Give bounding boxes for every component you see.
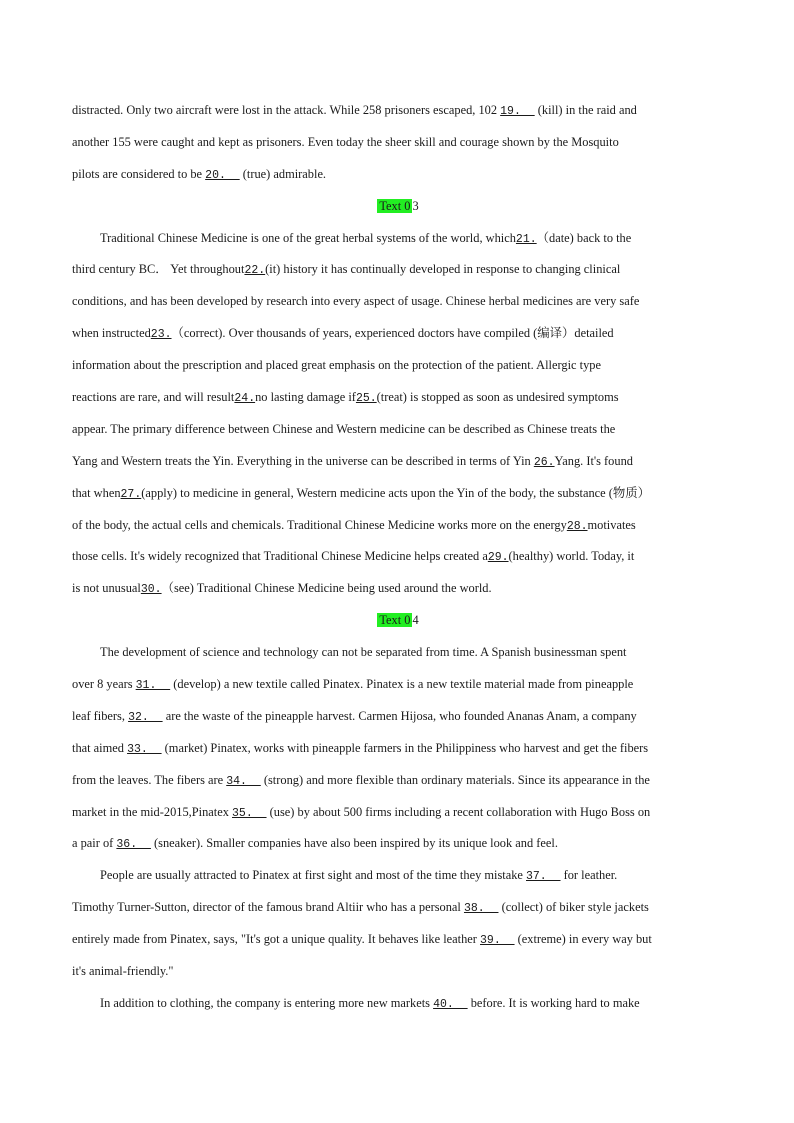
blank-number: 37. [526, 870, 561, 884]
text-line [72, 446, 724, 478]
text-line [72, 286, 724, 318]
text-run: third century BC． Yet throughout [72, 262, 245, 277]
text-line [72, 892, 724, 924]
text-run: 3 [412, 198, 419, 213]
text-run: （correct). Over thousands of years, experienced doctors have compiled (编译）detailed [171, 326, 614, 341]
text-run: information about the prescription and placed great emphasis on the protection of the patient. Allergic type [72, 358, 601, 373]
text-line [72, 478, 724, 510]
text-line [72, 797, 724, 829]
text-run: motivates [587, 517, 636, 532]
blank-number: 27. [120, 487, 142, 501]
text-line [72, 318, 724, 350]
text-run: those cells. It's widely recognized that Traditional Chinese Medicine helps created a [72, 549, 488, 564]
text-line [72, 541, 724, 573]
text-run: (use) by about 500 firms including a recent collaboration with Hugo Boss on [266, 804, 651, 819]
text-run: (kill) in the raid and [534, 103, 637, 117]
text-run: for leather. [560, 868, 618, 883]
text-line [72, 924, 724, 956]
text-line [72, 765, 724, 797]
text-line [72, 701, 724, 733]
text-run: (apply) to medicine in general, Western medicine acts upon the Yin of the body, the substance (物质） [141, 485, 651, 500]
text-line [72, 127, 724, 159]
text-line [72, 159, 724, 191]
blank-number: 32. [128, 710, 163, 724]
text-run: （date) back to the [536, 230, 632, 245]
text-run: no lasting damage if [255, 390, 356, 405]
text-run: People are usually attracted to Pinatex at first sight and most of the time they mistake [100, 868, 526, 883]
highlighted-label: Text 0 [379, 198, 411, 213]
blank-number: 28. [566, 519, 588, 533]
text-line [72, 254, 724, 286]
blank-number: 29. [487, 551, 509, 565]
text-run: of the body, the actual cells and chemicals. Traditional Chinese Medicine works more on the energy [72, 517, 567, 532]
blank-number: 33. [127, 742, 162, 756]
text-line [72, 860, 724, 892]
text-run: (market) Pinatex, works with pineapple farmers in the Philippiness who harvest and get the fibers [161, 740, 649, 755]
text-run: (true) admirable. [239, 166, 327, 181]
text-run: leaf fibers, [72, 708, 129, 723]
text-run: reactions are rare, and will result [72, 390, 235, 405]
text-run: (strong) and more flexible than ordinary materials. Since its appearance in the [260, 772, 650, 787]
text-line [72, 637, 724, 669]
text-run: The development of science and technology can not be separated from time. A Spanish businessman spent [100, 645, 627, 660]
text-line [72, 95, 724, 127]
blank-number: 40. [433, 997, 468, 1011]
blank-number: 34. [226, 774, 261, 788]
text-run: distracted. Only two aircraft were lost in the attack. While 258 prisoners escaped, 102 [72, 103, 501, 117]
text-run: Timothy Turner-Sutton, director of the famous brand Altiir who has a personal [72, 900, 464, 915]
text-run: （see) Traditional Chinese Medicine being used around the world. [161, 581, 492, 596]
blank-number: 20. [205, 168, 240, 182]
blank-number: 38. [463, 902, 499, 916]
text-line [72, 223, 724, 255]
text-line [72, 382, 724, 414]
text-line [72, 414, 724, 446]
text-run: (healthy) world. Today, it [508, 549, 635, 564]
text-run: are the waste of the pineapple harvest. Carmen Hijosa, who founded Ananas Anam, a company [162, 708, 637, 723]
text-run: market in the mid-2015,Pinatex [72, 804, 233, 819]
text-line [72, 669, 724, 701]
text-run: entirely made from Pinatex, says, "It's got a unique quality. It behaves like leather [72, 932, 481, 947]
section-heading [72, 605, 724, 637]
text-run: before. It is working hard to make [467, 995, 640, 1010]
blank-number: 39. [480, 934, 515, 948]
blank-number: 26. [533, 455, 555, 469]
blank-number: 19. [500, 105, 535, 118]
text-run: conditions, and has been developed by research into every aspect of usage. Chinese herbal medicines are very safe [72, 294, 640, 309]
text-line [72, 510, 724, 542]
text-run: (it) history it has continually developed in response to changing clinical [265, 262, 621, 277]
document-body [72, 95, 724, 1020]
text-run: appear. The primary difference between Chinese and Western medicine can be described as Chinese treats the [72, 421, 616, 436]
text-run: (treat) is stopped as soon as undesired symptoms [376, 390, 619, 405]
text-line [72, 733, 724, 765]
text-run: 4 [412, 613, 419, 628]
text-run: (extreme) in every way but [514, 932, 652, 947]
text-run: is not unusual [72, 581, 141, 596]
text-run: it's animal-friendly." [72, 964, 174, 979]
text-run: when instructed [72, 326, 151, 341]
blank-number: 22. [244, 264, 266, 278]
blank-number: 30. [140, 583, 162, 597]
blank-number: 35. [232, 806, 267, 820]
text-run: over 8 years [72, 677, 136, 692]
blank-number: 24. [234, 392, 256, 406]
blank-number: 25. [355, 392, 377, 406]
text-run: from the leaves. The fibers are [72, 772, 227, 787]
text-run: Traditional Chinese Medicine is one of the great herbal systems of the world, which [100, 230, 516, 245]
text-run: (collect) of biker style jackets [498, 900, 649, 915]
text-run: In addition to clothing, the company is entering more new markets [100, 995, 434, 1010]
text-run: Yang and Western treats the Yin. Everything in the universe can be described in terms of Yin [72, 453, 534, 468]
text-line [72, 350, 724, 382]
text-run: that when [72, 485, 121, 500]
text-line [72, 956, 724, 988]
text-run: that aimed [72, 740, 128, 755]
blank-number: 31. [135, 679, 171, 693]
text-run: Yang. It's found [554, 453, 633, 468]
blank-number: 21. [515, 232, 537, 246]
blank-number: 23. [150, 328, 172, 342]
text-run: (sneaker). Smaller companies have also been inspired by its unique look and feel. [150, 836, 558, 851]
blank-number: 36. [116, 838, 151, 852]
text-line [72, 573, 724, 605]
text-run: a pair of [72, 836, 117, 851]
text-line [72, 828, 724, 860]
text-run: (develop) a new textile called Pinatex. Pinatex is a new textile material made from pineapple [170, 677, 634, 692]
text-run: pilots are considered to be [72, 166, 206, 181]
highlighted-label: Text 0 [379, 613, 411, 628]
section-heading [72, 191, 724, 223]
text-line [72, 988, 724, 1020]
text-run: another 155 were caught and kept as prisoners. Even today the sheer skill and courage shown by the Mosquito [72, 134, 619, 149]
